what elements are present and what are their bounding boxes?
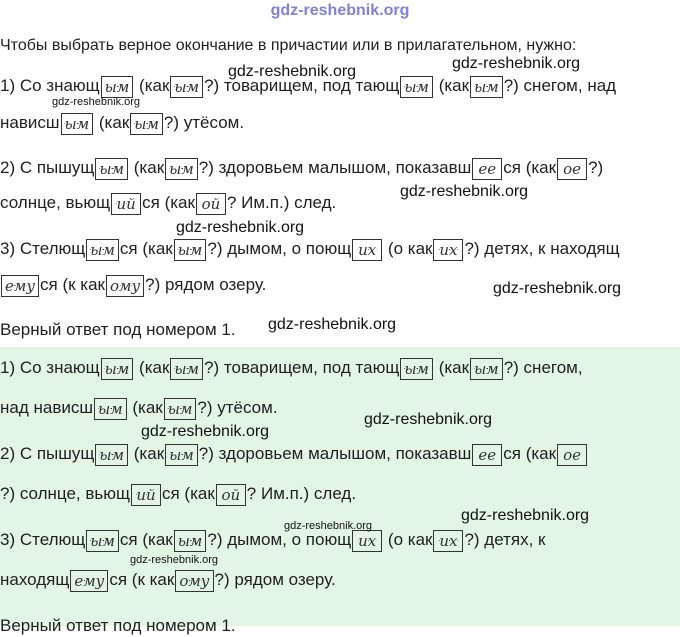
answer-box: ым: [170, 358, 203, 380]
q2-line2: солнце, вьющ ий ся (как ой ? Им.п.) след.: [0, 193, 337, 213]
a1-line2: над нависш ым (как ым ?) утёсом.: [0, 398, 278, 418]
a1-line1: 1) Со знающ ым (как ым ?) товарищем, под тающ ым (как ым ?) снегом,: [0, 358, 583, 378]
answer-box: ым: [165, 158, 198, 180]
answer-text-partial: Верный ответ под номером 1.: [0, 616, 236, 635]
answer-box: ым: [86, 530, 119, 552]
answer-box: их: [352, 239, 382, 261]
watermark: gdz-reshebnik.org: [268, 316, 397, 333]
answer-box: ее: [472, 444, 502, 466]
answer-box: их: [433, 530, 463, 552]
answer-box: ым: [94, 398, 127, 420]
answer-box: их: [433, 239, 463, 261]
answer-box: ым: [86, 239, 119, 261]
answer-box: ым: [165, 444, 198, 466]
answer-box: ым: [95, 444, 128, 466]
answer-box: ым: [61, 113, 94, 135]
a2-line1: 2) С пышущ ым (как ым ?) здоровьем малышом, показавш ее ся (как ое: [0, 443, 588, 466]
answer-box: ий: [131, 484, 161, 506]
answer-box: ым: [95, 158, 128, 180]
answer-box: ым: [174, 530, 207, 552]
watermark: gdz-reshebnik.org: [130, 554, 219, 566]
answer-box: ым: [470, 358, 503, 380]
answer-box: ое: [557, 444, 587, 466]
answer-box: ому: [106, 275, 144, 297]
watermark: gdz-reshebnik.org: [493, 280, 622, 297]
site-header[interactable]: gdz-reshebnik.org: [270, 2, 410, 19]
answer-box: ым: [400, 76, 433, 98]
q2-line1: 2) С пышущ ым (как ым ?) здоровьем малышом, показавш ее ся (как ое ?): [0, 158, 604, 178]
a3-line2: находящ ему ся (к как ому ?) рядом озеру.: [0, 570, 336, 590]
answer-box: ий: [111, 193, 141, 215]
answer-box: ему: [70, 570, 108, 592]
watermark: gdz-reshebnik.org: [452, 55, 581, 72]
watermark: gdz-reshebnik.org: [176, 219, 305, 236]
answer-box: ым: [400, 358, 433, 380]
a3-line1: 3) Стелющ ым ся (как ым ?) дымом, о поющ их (о как их ?) детях, к: [0, 530, 546, 550]
q3-line1: 3) Стелющ ым ся (как ым ?) дымом, о поющ их (о как их ?) детях, к находящ: [0, 239, 620, 259]
intro-text: Чтобы выбрать верное окончание в причастии или в прилагательном, нужно:: [0, 37, 577, 54]
a2-line2: ?) солнце, вьющ ий ся (как ой ? Им.п.) след.: [0, 484, 357, 504]
watermark: gdz-reshebnik.org: [284, 520, 373, 532]
answer-box: ой: [196, 193, 226, 215]
q1-line1: 1) Со знающ ым (как ым ?) товарищем, под тающ ым (как ым ?) снегом, над: [0, 76, 617, 96]
watermark: gdz-reshebnik.org: [461, 507, 590, 524]
answer-box: их: [352, 530, 382, 552]
answer-box: ему: [1, 275, 39, 297]
answer-box: ым: [101, 76, 134, 98]
watermark: gdz-reshebnik.org: [400, 183, 529, 200]
watermark: gdz-reshebnik.org: [228, 63, 357, 80]
answer-box: ой: [216, 484, 246, 506]
watermark: gdz-reshebnik.org: [141, 423, 270, 440]
answer-box: ее: [472, 158, 502, 180]
q1-line2: нависш ым (как ым ?) утёсом.: [0, 113, 245, 133]
answer-box: ым: [174, 239, 207, 261]
q3-line2: ему ся (к как ому ?) рядом озеру.: [0, 274, 266, 297]
answer-box: ым: [101, 358, 134, 380]
answer-box: ым: [164, 398, 197, 420]
answer-box: ым: [470, 76, 503, 98]
answer-box: ое: [557, 158, 587, 180]
watermark: gdz-reshebnik.org: [52, 96, 141, 108]
watermark: gdz-reshebnik.org: [364, 411, 493, 428]
answer-box: ым: [130, 113, 163, 135]
answer-text: Верный ответ под номером 1.: [0, 320, 236, 339]
answer-box: ому: [175, 570, 213, 592]
answer-box: ым: [170, 76, 203, 98]
